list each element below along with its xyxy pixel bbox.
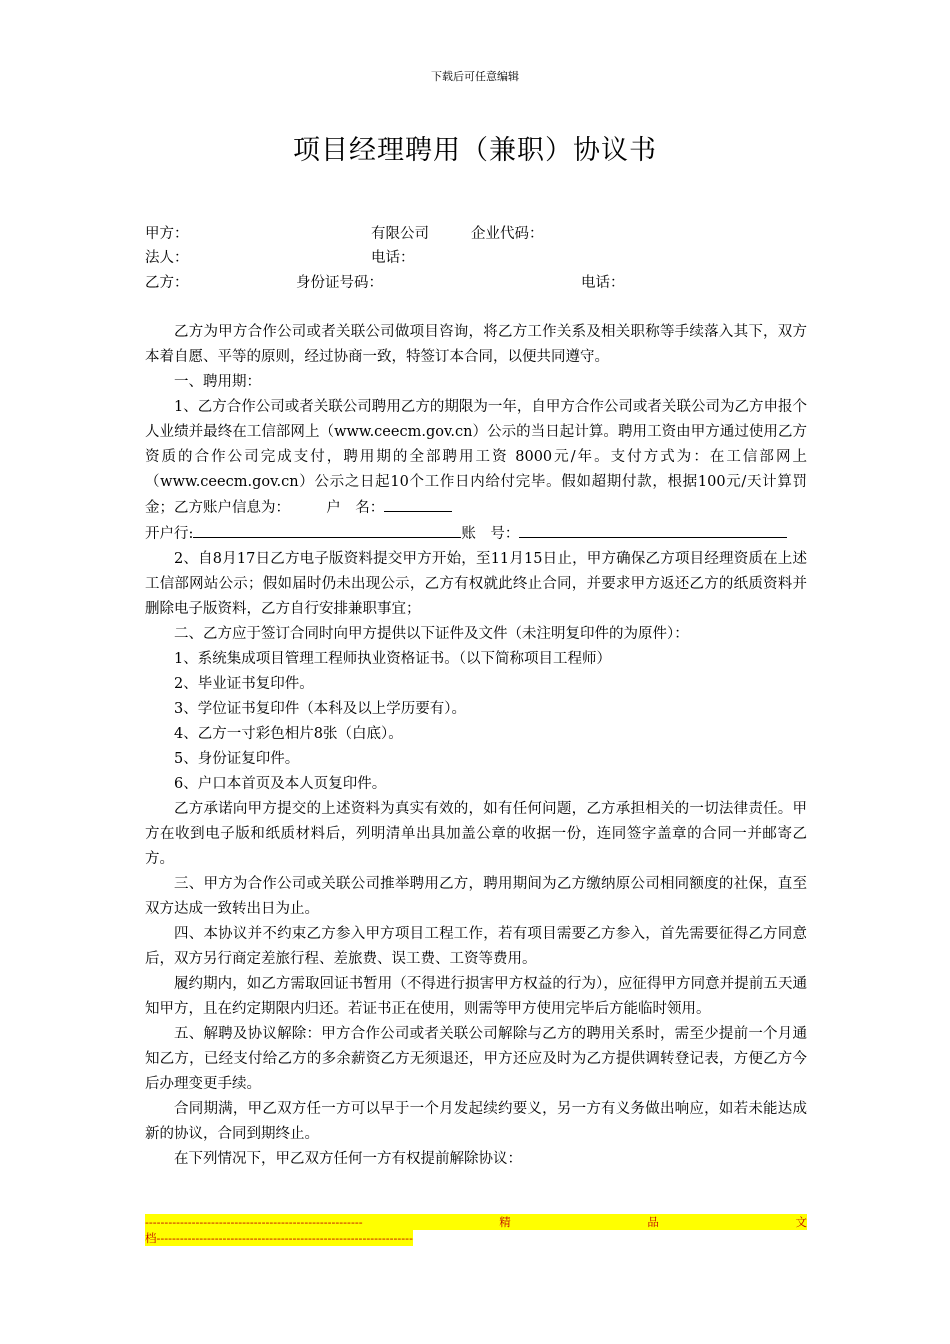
legal-label: 法人： <box>145 250 189 266</box>
section-5-paragraph-3: 在下列情况下，甲乙双方任何一方有权提前解除协议： <box>174 1151 522 1167</box>
footer-word-3: 文 <box>795 1215 807 1229</box>
section-2-item-5: 5、身份证复印件。 <box>174 751 300 767</box>
document-body <box>145 320 807 1172</box>
id-label: 身份证号码： <box>296 275 383 291</box>
section-5-paragraph-2: 合同期满，甲乙双方任一方可以早于一个月发起续约要义，另一方有义务做出响应，如若未能达成新的协议，合同到期终止。 <box>145 1101 807 1142</box>
section-4-paragraph-2: 履约期内，如乙方需取回证书暂用（不得进行损害甲方权益的行为），应征得甲方同意并提前五天通知甲方，且在约定期限内归还。若证书正在使用，则需等甲方使用完毕后方能临时领用。 <box>145 976 807 1017</box>
section-2-item-1: 1、系统集成项目管理工程师执业资格证书。（以下简称项目工程师） <box>174 651 611 667</box>
bank-label: 开户行: <box>145 526 194 542</box>
phone-label-2: 电话： <box>581 275 625 291</box>
account-name-label: 户 名： <box>326 500 385 516</box>
intro-paragraph: 乙方为甲方合作公司或者关联公司做项目咨询，将乙方工作关系及相关职称等手续落入其下，双方本着自愿、平等的原则，经过协商一致，特签订本合同，以便共同遵守。 <box>145 324 807 365</box>
account-name-blank <box>384 495 452 512</box>
section-4-paragraph: 四、本协议并不约束乙方参入甲方项目工程工作，若有项目需要乙方参入，首先需要征得乙方同意后，双方另行商定差旅行程、差旅费、误工费、工资等费用。 <box>145 926 807 967</box>
section-2-commitment: 乙方承诺向甲方提交的上述资料为真实有效的，如有任何问题，乙方承担相关的一切法律责任。甲方在收到电子版和纸质材料后，列明清单出具加盖公章的收据一份，连同签字盖章的合同一并邮寄乙方。 <box>145 801 807 867</box>
company-code-label: 企业代码： <box>471 226 544 242</box>
section-5-paragraph: 五、解聘及协议解除：甲方合作公司或者关联公司解除与乙方的聘用关系时，需至少提前一个月通知乙方，已经支付给乙方的多余薪资乙方无须退还，甲方还应及时为乙方提供调转登记表，方便乙方今后办理变更手续。 <box>145 1026 807 1092</box>
section-2-item-3: 3、学位证书复印件（本科及以上学历要有）。 <box>174 701 466 717</box>
section-3-paragraph: 三、甲方为合作公司或关联公司推举聘用乙方，聘用期间为乙方缴纳原公司相同额度的社保，直至双方达成一致转出日为止。 <box>145 876 807 917</box>
footer-word-1: 精 <box>499 1215 511 1229</box>
header-note: 下载后可任意编辑 <box>431 70 519 83</box>
phone-label-1: 电话： <box>371 250 415 266</box>
bank-line <box>145 521 807 547</box>
section-2-item-2: 2、毕业证书复印件。 <box>174 676 314 692</box>
yi-label: 乙方： <box>145 275 189 291</box>
section-1-paragraph-2: 2、自8月17日乙方电子版资料提交甲方开始，至11月15日止，甲方确保乙方项目经理资质在上述工信部网站公示；假如届时仍未出现公示，乙方有权就此终止合同，并要求甲方返还乙方的纸质资料并删除电子版资料，乙方自行安排兼职事宜； <box>145 551 807 617</box>
document-title: 项目经理聘用（兼职）协议书 <box>293 135 657 166</box>
footer-dashes: -------------------------------------------------------- <box>145 1215 363 1229</box>
section-1-heading: 一、聘用期： <box>174 374 261 390</box>
company-label: 有限公司 <box>371 226 429 242</box>
footer-watermark <box>145 1214 807 1246</box>
footer-line-1 <box>145 1214 807 1230</box>
section-2-item-4: 4、乙方一寸彩色相片8张（白底）。 <box>174 726 403 742</box>
account-no-label: 账 号： <box>461 526 520 542</box>
section-1-paragraph-1 <box>145 395 807 521</box>
bank-blank <box>193 521 461 538</box>
footer-word-2: 品 <box>647 1215 659 1229</box>
section-2-heading: 二、乙方应于签订合同时向甲方提供以下证件及文件（未注明复印件的为原件）： <box>174 626 689 642</box>
section-2-item-6: 6、户口本首页及本人页复印件。 <box>174 776 387 792</box>
footer-line-2: 档------------------------------------------------------------------ <box>145 1231 413 1245</box>
section-1-paragraph-1-text: 1、乙方合作公司或者关联公司聘用乙方的期限为一年，自甲方合作公司或者关联公司为乙方申报个人业绩并最终在工信部网上（www.ceecm.gov.cn）公示的当日起计算。聘用工资由甲方通过使用乙方资质的合作公司完成支付，聘用期的全部聘用工资 8000元/年。支付方式为：在工信部网上（www.ceecm.gov.cn）公示之日起10个工作日内给付完毕。假如超期付款，根据100元/天计算罚金；乙方账户信息为： <box>145 399 807 516</box>
jia-label: 甲方： <box>145 226 189 242</box>
account-no-blank <box>519 521 787 538</box>
